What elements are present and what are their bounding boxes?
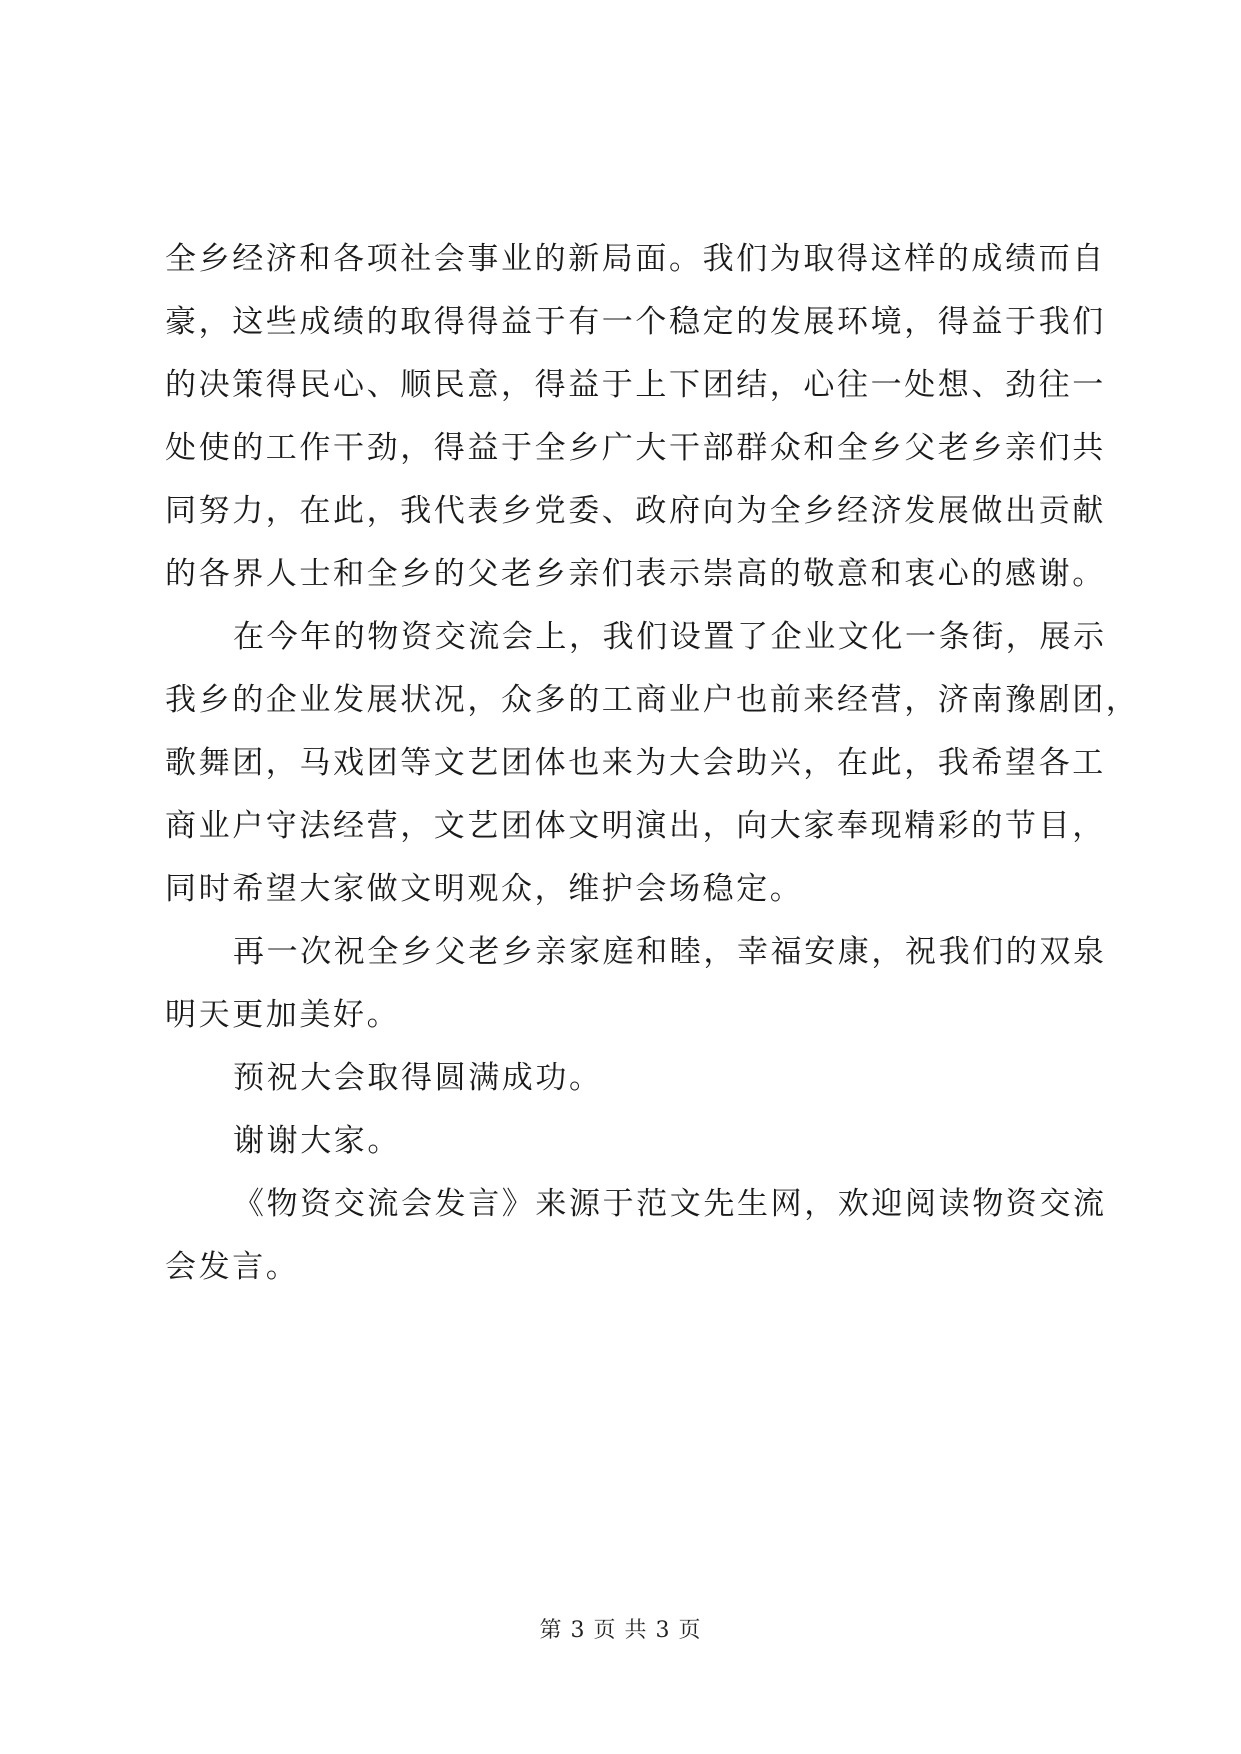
text-line: 豪，这些成绩的取得得益于有一个稳定的发展环境，得益于我们 (165, 304, 1106, 340)
text-line: 同努力，在此，我代表乡党委、政府向为全乡经济发展做出贡献 (165, 493, 1106, 529)
text-line: 预祝大会取得圆满成功。 (233, 1060, 603, 1096)
text-line: 商业户守法经营，文艺团体文明演出，向大家奉现精彩的节目， (165, 808, 1106, 844)
text-line: 谢谢大家。 (233, 1123, 401, 1159)
text-line: 处使的工作干劲，得益于全乡广大干部群众和全乡父老乡亲们共 (165, 430, 1106, 466)
text-line: 的决策得民心、顺民意，得益于上下团结，心往一处想、劲往一 (165, 367, 1106, 403)
text-line: 再一次祝全乡父老乡亲家庭和睦，幸福安康，祝我们的双泉 (233, 934, 1107, 970)
text-line: 同时希望大家做文明观众，维护会场稳定。 (165, 871, 804, 907)
text-line: 明天更加美好。 (165, 997, 401, 1033)
document-body (165, 228, 1140, 1299)
text-line: 会发言。 (165, 1249, 300, 1285)
text-line: 全乡经济和各项社会事业的新局面。我们为取得这样的成绩而自 (165, 241, 1106, 277)
text-line: 歌舞团，马戏团等文艺团体也来为大会助兴，在此，我希望各工 (165, 745, 1106, 781)
text-line: 《物资交流会发言》来源于范文先生网，欢迎阅读物资交流 (233, 1186, 1107, 1222)
text-line: 我乡的企业发展状况，众多的工商业户也前来经营，济南豫剧团， (165, 682, 1140, 718)
text-line: 在今年的物资交流会上，我们设置了企业文化一条街，展示 (233, 619, 1107, 655)
page-number-footer: 第 3 页 共 3 页 (539, 1618, 702, 1643)
text-line: 的各界人士和全乡的父老乡亲们表示崇高的敬意和衷心的感谢。 (165, 556, 1106, 592)
